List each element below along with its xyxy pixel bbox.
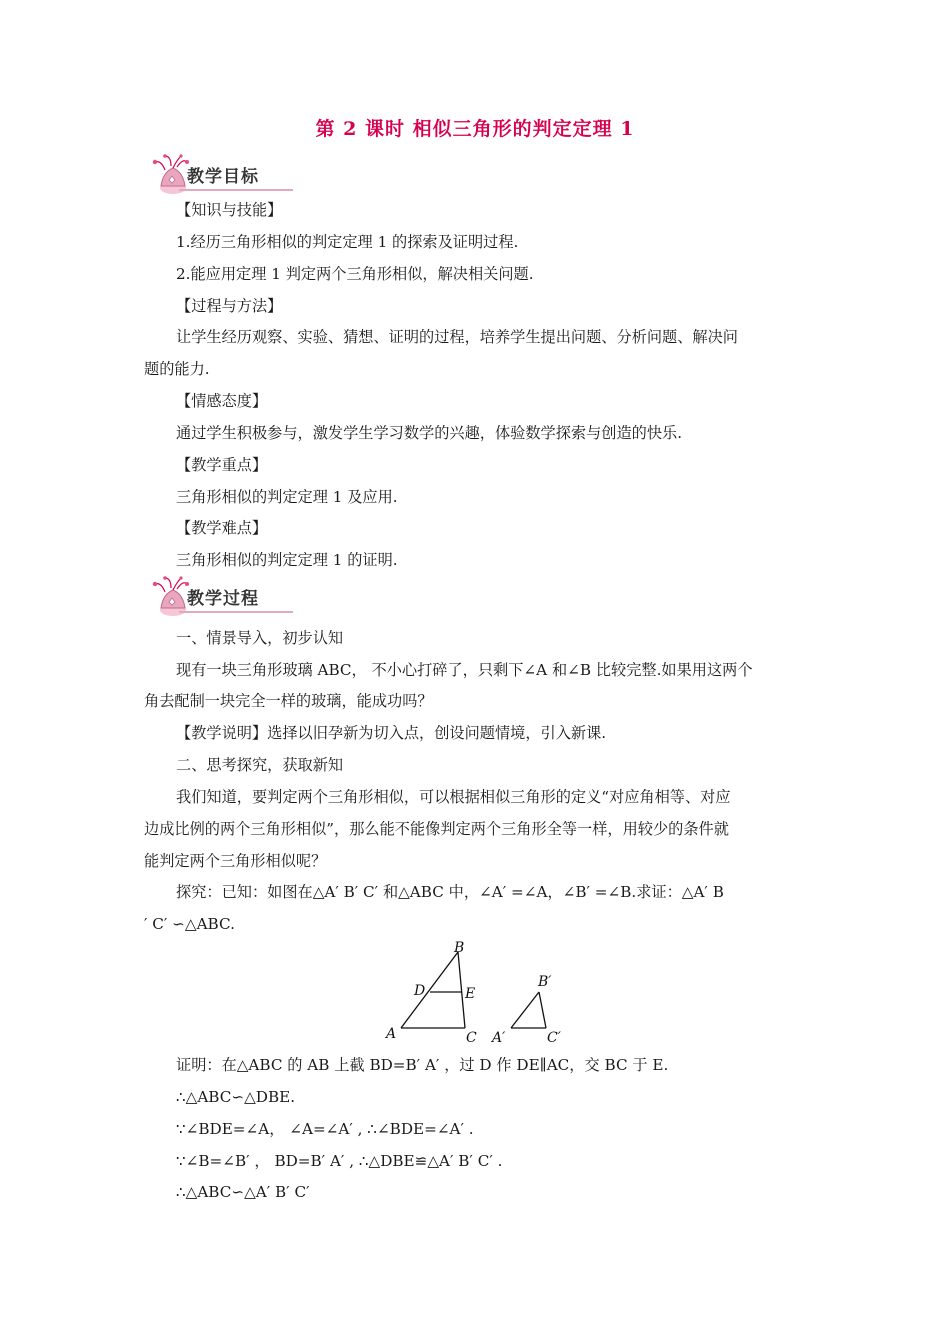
teaching-note: 【教学说明】选择以旧孕新为切入点，创设问题情境，引入新课. [176,724,607,742]
proof-line-3: ∵∠BDE=∠A， ∠A=∠A′ , ∴∠BDE=∠A′ . [176,1120,474,1138]
knowledge-item-2: 2.能应用定理 1 判定两个三角形相似，解决相关问题. [176,265,534,283]
section-header-objectives [143,154,293,196]
knowledge-item-1: 1.经历三角形相似的判定定理 1 的探索及证明过程. [176,233,519,251]
process-header: 【过程与方法】 [176,297,283,315]
think-text-2: 边成比例的两个三角形相似”，那么能不能像判定两个三角形全等一样，用较少的条件就 [144,820,729,838]
process-text-2: 题的能力. [144,360,210,378]
label-c-prime: C′ [547,1030,561,1046]
label-c: C [466,1030,477,1046]
step-2-heading: 二、思考探究，获取新知 [176,756,344,774]
triangle-a2b2c2 [511,992,546,1028]
label-d: D [414,983,426,999]
label-a: A [386,1026,397,1042]
difficult-header: 【教学难点】 [176,519,268,537]
scenario-text-2: 角去配制一块完全一样的玻璃，能成功吗？ [144,692,433,710]
key-header: 【教学重点】 [176,456,268,474]
section-label-process: 教学过程 [187,589,259,609]
emotion-text: 通过学生积极参与，激发学生学习数学的兴趣，体验数学探索与创造的快乐. [176,424,683,442]
label-b-prime: B′ [538,974,552,990]
explore-text-1: 探究：已知：如图在△A′ B′ C′ 和△ABC 中，∠A′ =∠A，∠B′ =∠B.求证：△A′ B [176,883,724,901]
key-text: 三角形相似的判定定理 1 及应用. [176,488,398,506]
section-header-process [143,576,293,618]
knowledge-header: 【知识与技能】 [176,201,283,219]
emotion-header: 【情感态度】 [176,392,268,410]
explore-text-2: ′ C′ ∽△ABC. [144,915,235,933]
section-label-objectives: 教学目标 [187,167,259,187]
think-text-1: 我们知道，要判定两个三角形相似，可以根据相似三角形的定义“对应角相等、对应 [176,788,731,806]
page-title: 第 2 课时 相似三角形的判定定理 1 [315,118,635,140]
proof-line-1: 证明：在△ABC 的 AB 上截 BD=B′ A′ ，过 D 作 DE∥AC，交 BC 于 E. [176,1056,669,1074]
triangle-abc [401,952,465,1028]
process-text-1: 让学生经历观察、实验、猜想、证明的过程，培养学生提出问题、分析问题、解决问 [176,328,738,346]
label-b: B [454,940,465,956]
proof-line-5: ∴△ABC∽△A′ B′ C′ [176,1183,310,1201]
think-text-3: 能判定两个三角形相似呢？ [144,852,327,870]
label-e: E [465,986,476,1002]
proof-line-2: ∴△ABC∽△DBE. [176,1088,296,1106]
scenario-text-1: 现有一块三角形玻璃 ABC， 不小心打碎了，只剩下∠A 和∠B 比较完整.如果用这两个 [176,661,753,679]
step-1-heading: 一、情景导入，初步认知 [176,629,344,647]
label-a-prime: A′ [492,1030,506,1046]
triangle-figure [380,940,580,1050]
proof-line-4: ∵∠B=∠B′ ， BD=B′ A′ , ∴△DBE≌△A′ B′ C′ . [176,1152,503,1170]
difficult-text: 三角形相似的判定定理 1 的证明. [176,551,398,569]
